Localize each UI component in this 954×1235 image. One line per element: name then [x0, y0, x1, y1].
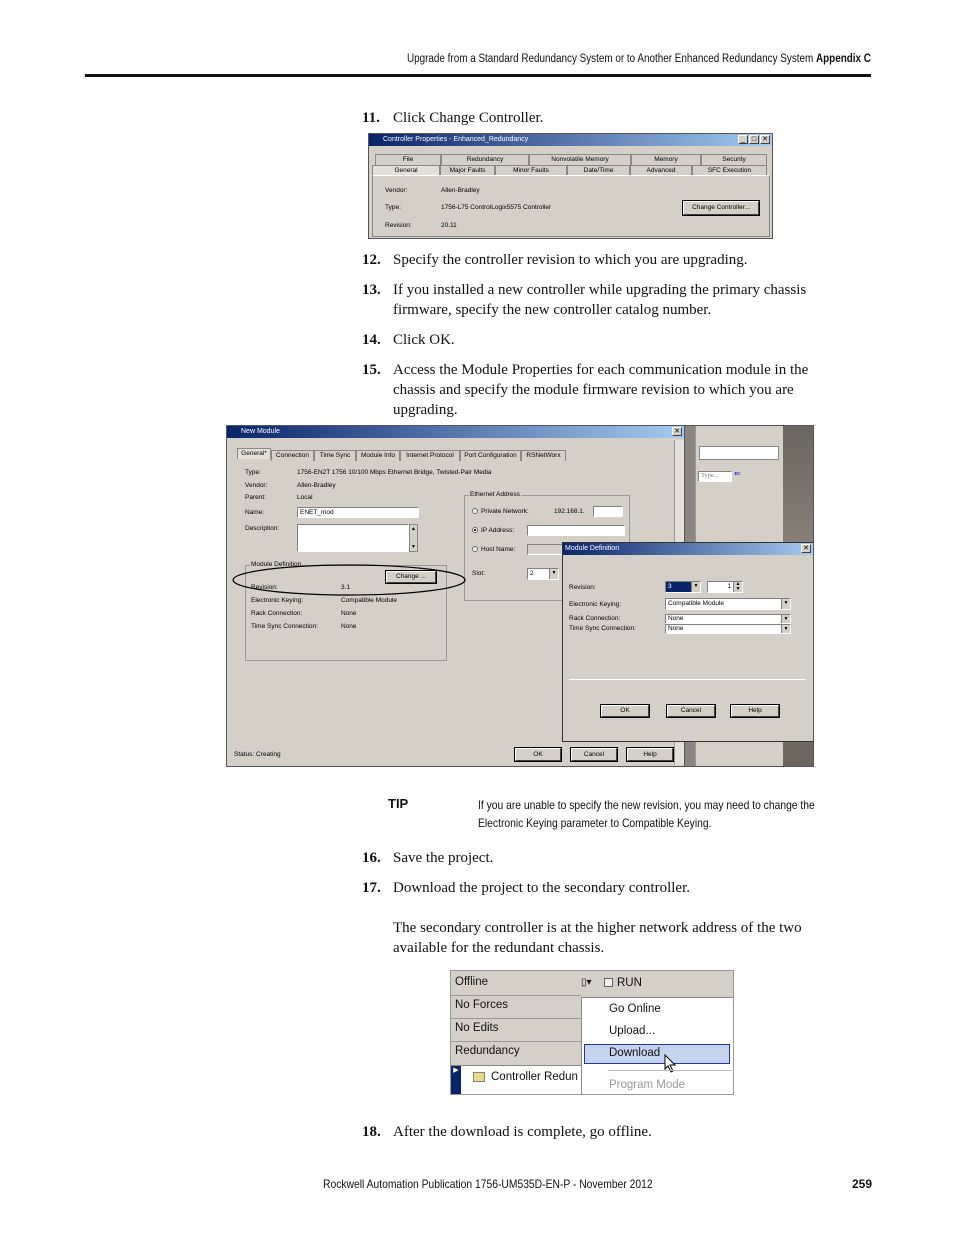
ethernet-address-legend: Ethernet Address	[470, 491, 520, 498]
step-14	[362, 330, 852, 350]
private-network-radio[interactable]: Private Network:	[472, 508, 529, 515]
vendor-value: Allen-Bradley	[441, 187, 480, 194]
revision-minor-stepper[interactable]: 1 ▲ ▼	[707, 581, 743, 593]
step-text: Click Change Controller.	[393, 110, 544, 126]
online-menu-screenshot	[450, 970, 734, 1095]
menu-program-mode[interactable]: Program Mode	[609, 1079, 686, 1091]
tab-general[interactable]: General	[372, 165, 440, 176]
step-number: 13.	[362, 282, 381, 298]
step-text: Click OK.	[393, 332, 455, 348]
revision-value: 3.1	[341, 584, 351, 591]
step-18	[362, 1122, 852, 1142]
background-type-field[interactable]: Type...	[698, 471, 732, 482]
tab-general[interactable]: General*	[237, 448, 271, 459]
running-header-section: Appendix C	[816, 53, 871, 65]
slot-select[interactable]: 2 ▼	[527, 568, 559, 580]
rack-connection-value: None	[341, 610, 357, 617]
menu-go-online[interactable]: Go Online	[609, 1003, 661, 1015]
private-network-value: 192.168.1.	[554, 508, 585, 515]
step-text: If you installed a new controller while upgrading the primary chassis firmware, specify the new controller catalog number.	[393, 282, 807, 318]
vendor-value: Allen-Bradley	[297, 482, 336, 489]
controller-properties-window	[368, 133, 773, 239]
tab-nonvolatile-memory[interactable]: Nonvolatile Memory	[529, 154, 631, 165]
private-network-input[interactable]	[593, 506, 623, 517]
footer-publication: Rockwell Automation Publication 1756-UM535D-EN-P - November 2012	[323, 1177, 653, 1191]
controller-mode-menu	[581, 997, 734, 1095]
window-titlebar	[227, 426, 684, 438]
revision-value: 20.11	[441, 222, 457, 229]
name-label: Name:	[245, 509, 265, 516]
window-title: Controller Properties - Enhanced_Redundancy	[383, 136, 529, 143]
type-label: Type:	[245, 469, 261, 476]
dialog-titlebar	[563, 543, 813, 555]
step-text: Specify the controller revision to which you are upgrading.	[393, 252, 748, 268]
time-sync-connection-label: Time Sync Connection:	[569, 625, 636, 632]
step-text: After the download is complete, go offline.	[393, 1124, 652, 1140]
step-number: 18.	[362, 1124, 381, 1140]
cancel-button[interactable]: Cancel	[571, 748, 617, 761]
arrow-left-icon: ⇐	[734, 469, 741, 478]
step-text: Download the project to the secondary controller.	[393, 880, 690, 896]
window-title: New Module	[241, 428, 280, 435]
parent-label: Parent:	[245, 494, 266, 501]
tab-redundancy[interactable]: Redundancy	[441, 154, 529, 165]
new-module-screenshot	[226, 425, 814, 767]
tab-memory[interactable]: Memory	[631, 154, 701, 165]
tab-time-sync[interactable]: Time Sync	[314, 450, 356, 461]
tab-sfc-execution[interactable]: SFC Execution	[692, 165, 767, 176]
time-sync-connection-select[interactable]: None ▼	[665, 624, 791, 634]
revision-label: Revision:	[251, 584, 278, 591]
type-label: Type:	[385, 204, 401, 211]
ip-address-input[interactable]	[527, 525, 625, 536]
name-input[interactable]: ENET_mod	[297, 507, 419, 518]
electronic-keying-select[interactable]: Compatible Module ▼	[665, 598, 791, 610]
ip-address-radio[interactable]: IP Address:	[472, 527, 514, 534]
status-no-forces: No Forces	[455, 999, 509, 1011]
host-name-input[interactable]	[527, 544, 567, 555]
vendor-label: Vendor:	[245, 482, 268, 489]
change-module-button[interactable]: Change ...	[386, 571, 436, 583]
window-titlebar	[369, 134, 772, 146]
step-number: 16.	[362, 850, 381, 866]
close-icon[interactable]: ✕	[672, 427, 682, 436]
tab-minor-faults[interactable]: Minor Faults	[495, 165, 567, 176]
revision-major-select[interactable]: 3 ▼	[665, 581, 701, 593]
step-number: 14.	[362, 332, 381, 348]
ok-button[interactable]: OK	[601, 705, 649, 717]
step-text: Access the Module Properties for each communication module in the chassis and specify the module firmware revision to which you are upgrading.	[393, 362, 809, 418]
module-definition-legend: Module Definition	[251, 561, 302, 568]
time-sync-connection-value: None	[341, 623, 357, 630]
status-redundancy: Redundancy	[455, 1045, 520, 1057]
controller-status-icon[interactable]: ▯▾	[581, 977, 592, 988]
cancel-button[interactable]: Cancel	[667, 705, 715, 717]
time-sync-connection-label: Time Sync Connection:	[251, 623, 318, 630]
tab-connection[interactable]: Connection	[271, 450, 314, 461]
chevron-down-icon: ▼	[549, 569, 558, 579]
tab-file[interactable]: File	[375, 154, 441, 165]
slot-label: Slot:	[472, 570, 486, 577]
step-15	[362, 360, 852, 420]
step-number: 11.	[362, 110, 380, 126]
tab-module-info[interactable]: Module Info	[356, 450, 400, 461]
step-16	[362, 848, 852, 868]
mouse-cursor-icon	[664, 1054, 678, 1074]
step-number: 15.	[362, 362, 381, 378]
chevron-down-icon: ▼	[691, 582, 700, 592]
maximize-icon[interactable]: □	[749, 135, 759, 144]
tab-security[interactable]: Security	[701, 154, 767, 165]
close-icon[interactable]: ✕	[760, 135, 770, 144]
status-no-edits: No Edits	[455, 1022, 499, 1034]
vendor-label: Vendor:	[385, 187, 408, 194]
revision-label: Revision:	[385, 222, 412, 229]
controller-organizer	[451, 1065, 581, 1095]
change-controller-button[interactable]: Change Controller...	[683, 201, 759, 215]
electronic-keying-label: Electronic Keying:	[569, 601, 622, 608]
description-input[interactable]	[297, 524, 409, 552]
rack-connection-select[interactable]: None ▼	[665, 614, 791, 624]
step-13	[362, 280, 852, 320]
step-number: 17.	[362, 880, 381, 896]
stepper-arrows-icon: ▲ ▼	[733, 582, 742, 592]
electronic-keying-value: Compatible Module	[341, 597, 398, 604]
description-scrollbar[interactable]: ▲ ▼	[409, 524, 418, 552]
step-11	[362, 108, 852, 128]
step-number: 12.	[362, 252, 381, 268]
step-12	[362, 250, 852, 270]
tab-internet-protocol[interactable]: Internet Protocol	[400, 450, 460, 461]
module-definition-dialog	[562, 542, 814, 742]
help-button[interactable]: Help	[731, 705, 779, 717]
tab-advanced[interactable]: Advanced	[630, 165, 692, 176]
electronic-keying-label: Electronic Keying:	[251, 597, 304, 604]
callout-ellipse	[231, 563, 467, 597]
help-button[interactable]: Help	[627, 748, 673, 761]
page-number: 259	[852, 1177, 873, 1191]
host-name-radio[interactable]: Host Name:	[472, 546, 515, 553]
rack-connection-label: Rack Connection:	[251, 610, 303, 617]
ok-button[interactable]: OK	[515, 748, 561, 761]
minimize-icon[interactable]: _	[738, 135, 748, 144]
chevron-down-icon: ▼	[781, 599, 790, 609]
running-header-title: Upgrade from a Standard Redundancy System or to Another Enhanced Redundancy System	[407, 53, 814, 65]
expand-icon[interactable]: ▶	[451, 1066, 461, 1095]
chevron-down-icon: ▼	[781, 615, 790, 623]
status-text: Status: Creating	[234, 751, 281, 758]
step-text: Save the project.	[393, 850, 494, 866]
folder-icon	[473, 1072, 485, 1082]
tip-label: TIP	[388, 796, 409, 811]
menu-download[interactable]: Download	[609, 1047, 661, 1059]
run-status: RUN	[617, 977, 642, 989]
type-value: 1756-EN2T 1756 10/100 Mbps Ethernet Bridge, Twisted-Pair Media	[297, 469, 492, 476]
status-offline: Offline	[455, 976, 489, 988]
dialog-title: Module Definition	[565, 545, 620, 552]
close-icon[interactable]: ✕	[801, 544, 811, 553]
step-17-note: The secondary controller is at the higher network address of the two available for the redundant chassis.	[393, 920, 802, 956]
run-checkbox-icon	[604, 978, 613, 987]
divider	[569, 679, 805, 680]
menu-upload[interactable]: Upload...	[609, 1025, 656, 1037]
rack-connection-label: Rack Connection:	[569, 615, 621, 622]
chevron-down-icon: ▼	[781, 625, 790, 633]
tip-text: If you are unable to specify the new revision, you may need to change the Electronic Keying parameter to Compatible Keying.	[478, 798, 815, 830]
header-rule	[85, 74, 871, 77]
tab-rsnetworx[interactable]: RSNetWorx	[521, 450, 566, 461]
parent-value: Local	[297, 494, 313, 501]
description-label: Description:	[245, 525, 280, 532]
revision-label: Revision:	[569, 584, 596, 591]
tab-port-configuration[interactable]: Port Configuration	[460, 450, 521, 461]
tree-controller-item[interactable]: Controller Redun	[491, 1071, 578, 1083]
type-value: 1756-L75 ControlLogix5575 Controller	[441, 204, 552, 211]
tab-date-time[interactable]: Date/Time	[567, 165, 630, 176]
step-17	[362, 878, 852, 898]
tab-major-faults[interactable]: Major Faults	[440, 165, 495, 176]
